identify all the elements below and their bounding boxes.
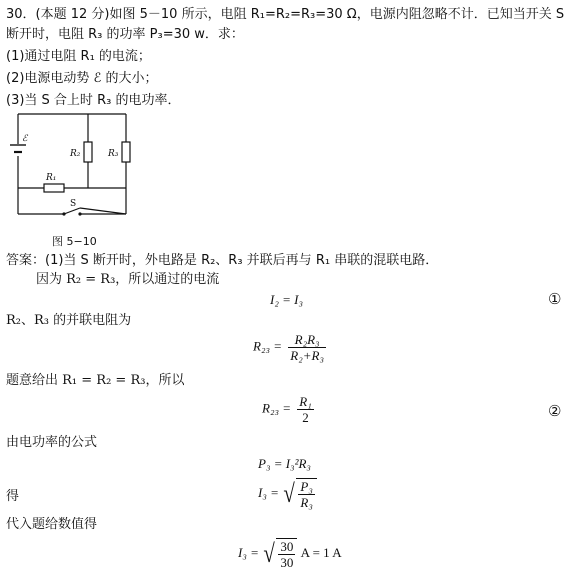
figure-caption: 图 5−10: [52, 235, 97, 248]
equation-2-numerator: R₂R₃: [288, 332, 326, 348]
equation-2-denominator: R₂+R₃: [290, 348, 324, 363]
equation-5: [258, 478, 317, 510]
equation-3-numerator: R₁: [299, 394, 312, 409]
equation-2: [253, 332, 326, 363]
answer-line-4: 题意给出 R₁ = R₂ = R₃，所以: [6, 373, 185, 388]
equation-6: [238, 538, 342, 570]
equation-3-number: ②: [548, 402, 562, 420]
answer-line-6: 得: [6, 489, 20, 504]
equation-5-lhs: I₃ =: [258, 484, 279, 500]
equation-3-fraction: [297, 394, 313, 425]
equation-6-numerator: 30: [280, 539, 294, 554]
equation-2-fraction: [288, 332, 326, 363]
circuit-diagram: [6, 108, 136, 226]
sqrt-symbol: √: [283, 479, 295, 508]
equation-3: [262, 394, 314, 425]
answer-line-5: 由电功率的公式: [6, 435, 98, 450]
answer-line-1: 答案：(1)当 S 断开时，外电路是 R₂、R₃ 并联后再与 R₁ 串联的混联电路．: [6, 253, 439, 268]
r3-label: R₃: [108, 149, 119, 159]
equation-4: P₃ = I₃²R₃: [258, 456, 311, 471]
equation-6-radicand: [276, 538, 297, 570]
equation-5-numerator: P₃: [300, 479, 313, 494]
equation-1-number: ①: [548, 290, 562, 308]
question-line-2: 断开时，电阻 R₃ 的功率 P₃=30 w．求：: [6, 27, 244, 42]
resistor-r2: [84, 142, 92, 162]
r2-label: R₂: [70, 149, 81, 159]
answer-line-2: 因为 R₂ = R₃，所以通过的电流: [36, 272, 220, 287]
question-item-2: (2)电源电动势 ℰ 的大小；: [6, 71, 158, 86]
answer-line-3: R₂、R₃ 的并联电阻为: [6, 313, 132, 328]
equation-5-denominator: R₃: [300, 495, 313, 510]
answer-line-7: 代入题给数值得: [6, 517, 98, 532]
equation-5-radicand: [296, 478, 316, 510]
resistor-r1: [44, 184, 64, 192]
equation-6-rhs: A = 1 A: [300, 544, 342, 560]
switch-label: S: [70, 199, 77, 209]
question-item-3: (3)当 S 合上时 R₃ 的电功率．: [6, 93, 181, 108]
equation-1: I₂ = I₃: [270, 292, 303, 307]
equation-3-denominator: 2: [302, 410, 309, 425]
question-item-1: (1)通过电阻 R₁ 的电流；: [6, 49, 151, 64]
resistor-r3: [122, 142, 130, 162]
sqrt-symbol: √: [263, 539, 275, 568]
equation-2-lhs: R₂₃ =: [253, 338, 283, 354]
question-line-1: 30．(本题 12 分)如图 5－10 所示，电阻 R₁=R₂=R₃=30 Ω，电源内阻忽略不计．已知当开关 S: [6, 7, 565, 22]
r1-label: R₁: [46, 173, 57, 183]
equation-6-lhs: I₃ =: [238, 544, 259, 560]
emf-label: ℰ: [22, 134, 28, 144]
equation-6-denominator: 30: [280, 555, 294, 570]
equation-3-lhs: R₂₃ =: [262, 400, 292, 416]
